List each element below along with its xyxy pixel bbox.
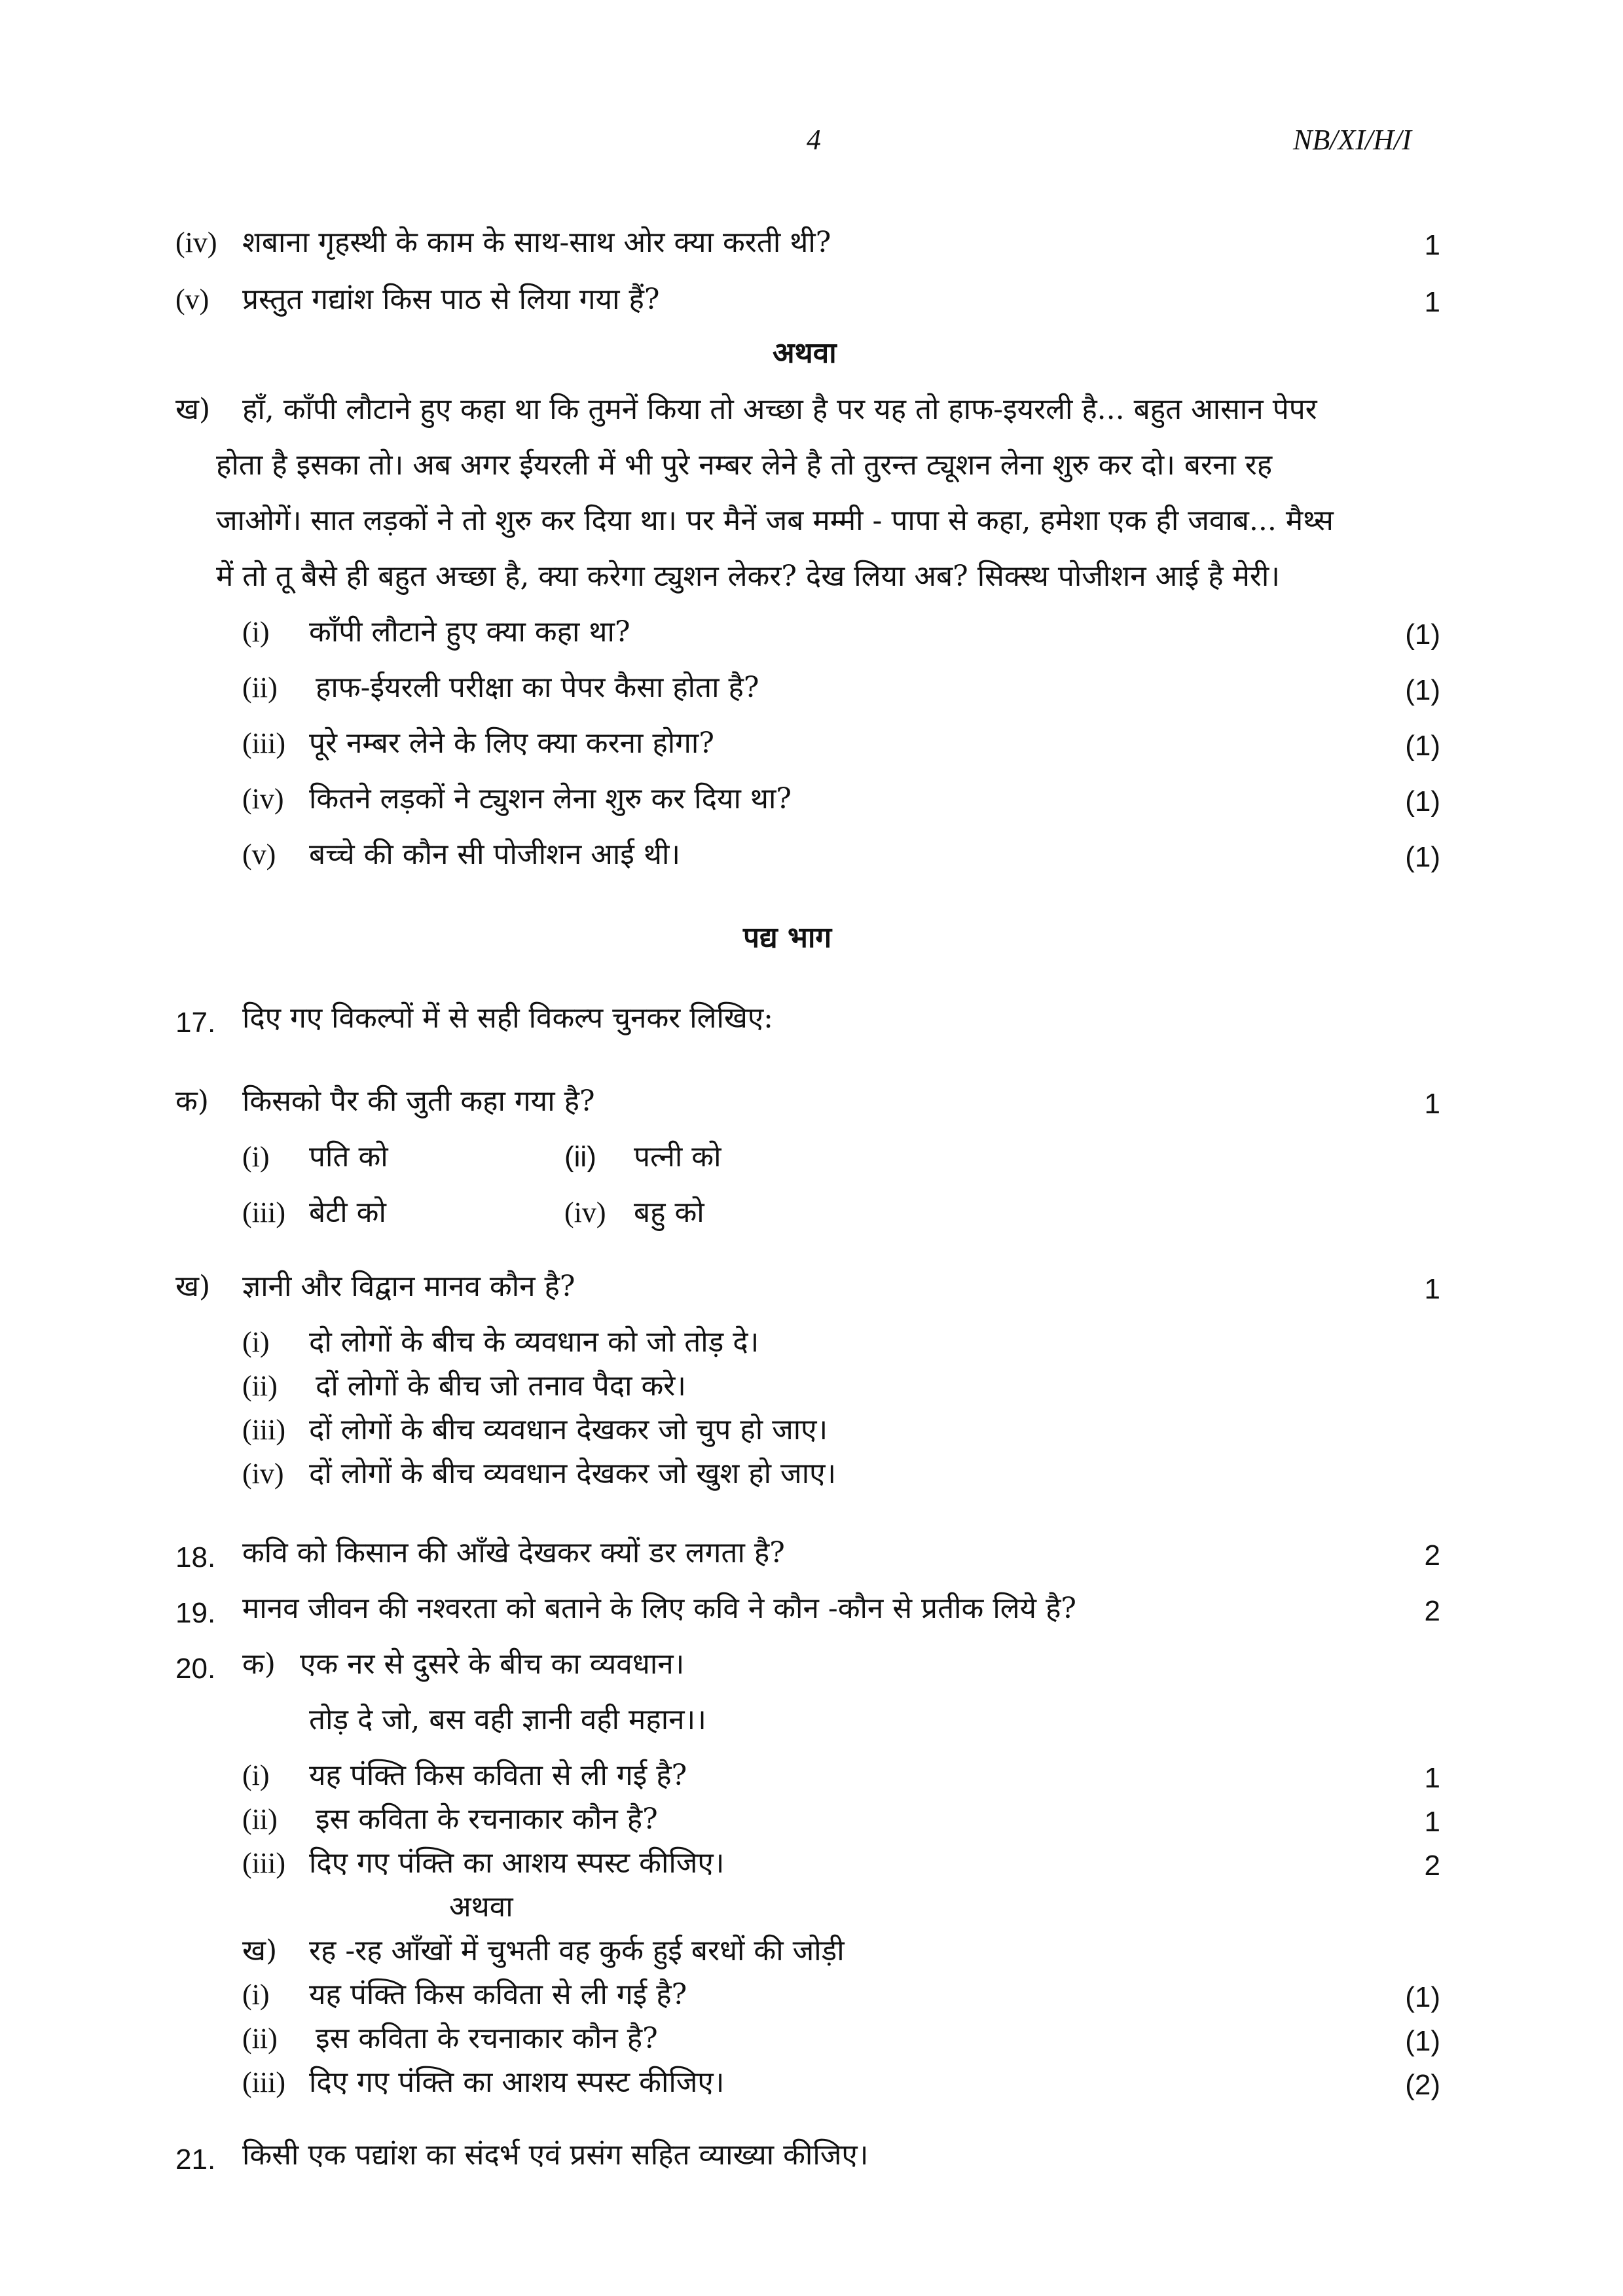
question-number: 19. (175, 1597, 216, 1629)
question-text: किसी एक पद्यांश का संदर्भ एवं प्रसंग सहित व्याख्या कीजिए। (242, 2138, 869, 2172)
question-label: (iv) (175, 226, 217, 259)
question-label: (i) (242, 1979, 270, 2011)
question-mark: 2 (1424, 1595, 1440, 1627)
option-label: (iv) (242, 1458, 284, 1490)
poem-line: एक नर से दुसरे के बीच का व्यवधान। (300, 1647, 685, 1681)
question-text: इस कविता के रचनाकार कौन है? (316, 2022, 658, 2055)
question-mark: (1) (1405, 674, 1440, 706)
question-mark: 1 (1424, 1762, 1440, 1794)
question-label: (ii) (242, 672, 278, 704)
option-text: बेटी को (309, 1196, 386, 1229)
question-text: कवि को किसान की आँखे देखकर क्यों डर लगता है? (242, 1536, 785, 1570)
paper-code: NB/XI/H/I (1293, 124, 1412, 156)
question-number: 20. (175, 1653, 216, 1685)
sub-label: क) (242, 1647, 276, 1681)
option-text: दों लोगों के बीच व्यवधान देखकर जो खुश हो जाए। (309, 1457, 837, 1490)
question-text: बच्चे की कौन सी पोजीशन आई थी। (309, 838, 681, 871)
section-label: ख) (175, 393, 211, 426)
question-mark: (2) (1405, 2069, 1440, 2101)
question-text: इस कविता के रचनाकार कौन है? (316, 1803, 658, 1836)
question-mark: (1) (1405, 841, 1440, 873)
question-text: दिए गए विकल्पों में से सही विकल्प चुनकर लिखिए: (242, 1001, 774, 1035)
question-text: किसको पैर की जुती कहा गया है? (242, 1085, 595, 1118)
option-label: (iii) (242, 1414, 285, 1446)
question-text: हाफ-ईयरली परीक्षा का पेपर कैसा होता है? (316, 671, 759, 704)
passage-line: जाओगें। सात लड़कों ने तो शुरु कर दिया था। पर मैनें जब मम्मी - पापा से कहा, हमेशा एक ही जवाब... मैथ्स (216, 504, 1334, 537)
question-label: (iii) (242, 1847, 285, 1879)
athva-label: अथवा (449, 1890, 513, 1924)
question-mark: 1 (1424, 1273, 1440, 1305)
page-number: 4 (807, 124, 821, 156)
question-number: 17. (175, 1007, 216, 1039)
question-mark: 2 (1424, 1539, 1440, 1571)
option-text: दों लोगों के बीच व्यवधान देखकर जो चुप हो जाए। (309, 1413, 828, 1446)
question-mark: (1) (1405, 2025, 1440, 2057)
question-text: कितने लड़कों ने ट्युशन लेना शुरु कर दिया था? (309, 782, 792, 816)
question-text: काँपी लौटाने हुए क्या कहा था? (309, 615, 630, 649)
question-mark: (1) (1405, 785, 1440, 817)
question-text: ज्ञानी और विद्वान मानव कौन है? (242, 1270, 575, 1303)
question-number: 18. (175, 1541, 216, 1573)
question-label: (ii) (242, 2022, 278, 2054)
question-label: (iii) (242, 727, 285, 759)
question-label: (ii) (242, 1803, 278, 1835)
question-label: (v) (175, 283, 210, 315)
question-text: प्रस्तुत गद्यांश किस पाठ से लिया गया हैं? (242, 283, 660, 316)
question-number: 21. (175, 2144, 216, 2176)
option-label: (i) (242, 1326, 270, 1358)
question-mark: (1) (1405, 619, 1440, 651)
option-text: दो लोगों के बीच के व्यवधान को जो तोड़ दे। (309, 1325, 759, 1359)
sub-label: क) (175, 1085, 209, 1118)
option-label: (iii) (242, 1196, 285, 1229)
question-label: (i) (242, 616, 270, 648)
option-text: पति को (309, 1140, 388, 1174)
passage-line: में तो तू बैसे ही बहुत अच्छा है, क्या करेगा ट्युशन लेकर? देख लिया अब? सिक्स्थ पोजीशन आई है मेरी। (216, 560, 1280, 593)
section-title: पद्य भाग (743, 921, 832, 954)
option-label: (iv) (564, 1196, 606, 1229)
question-text: मानव जीवन की नश्वरता को बताने के लिए कवि ने कौन -कौन से प्रतीक लिये है? (242, 1592, 1077, 1625)
question-text: यह पंक्ति किस कविता से ली गई है? (309, 1759, 687, 1792)
question-mark: 1 (1424, 1806, 1440, 1838)
question-mark: 1 (1424, 229, 1440, 261)
question-label: (v) (242, 838, 276, 870)
option-label: (ii) (564, 1141, 596, 1173)
question-mark: 1 (1424, 1088, 1440, 1120)
athva-heading: अथवा (773, 336, 837, 370)
option-label: (i) (242, 1141, 270, 1173)
question-text: दिए गए पंक्ति का आशय स्पस्ट कीजिए। (309, 2066, 725, 2099)
poem-line: रह -रह आँखों में चुभती वह कुर्क हुई बरधों की जोड़ी (309, 1934, 845, 1967)
question-mark: (1) (1405, 730, 1440, 762)
question-mark: 1 (1424, 286, 1440, 318)
question-text: दिए गए पंक्ति का आशय स्पस्ट कीजिए। (309, 1846, 725, 1880)
question-text: शबाना गृहस्थी के काम के साथ-साथ ओर क्या करती थी? (242, 226, 831, 259)
sub-label: ख) (242, 1934, 278, 1967)
question-label: (iii) (242, 2066, 285, 2098)
question-label: (iv) (242, 783, 284, 815)
option-text: बहु को (634, 1196, 704, 1229)
option-text: पत्नी को (634, 1140, 721, 1174)
question-text: पूरे नम्बर लेने के लिए क्या करना होगा? (309, 726, 714, 760)
question-text: यह पंक्ति किस कविता से ली गई है? (309, 1978, 687, 2011)
question-label: (i) (242, 1759, 270, 1791)
question-mark: (1) (1405, 1981, 1440, 2013)
question-mark: 2 (1424, 1850, 1440, 1882)
passage-line: हाँ, काँपी लौटाने हुए कहा था कि तुमनें किया तो अच्छा है पर यह तो हाफ-इयरली है... बहुत आसान पेपर (242, 393, 1317, 426)
poem-line: तोड़ दे जो, बस वही ज्ञानी वही महान।। (309, 1703, 706, 1736)
sub-label: ख) (175, 1270, 211, 1303)
passage-line: होता है इसका तो। अब अगर ईयरली में भी पुरे नम्बर लेने है तो तुरन्त ट्यूशन लेना शुरु कर दो। बरना रह (216, 448, 1273, 482)
option-text: दों लोगों के बीच जो तनाव पैदा करे। (316, 1369, 686, 1403)
option-label: (ii) (242, 1370, 278, 1402)
